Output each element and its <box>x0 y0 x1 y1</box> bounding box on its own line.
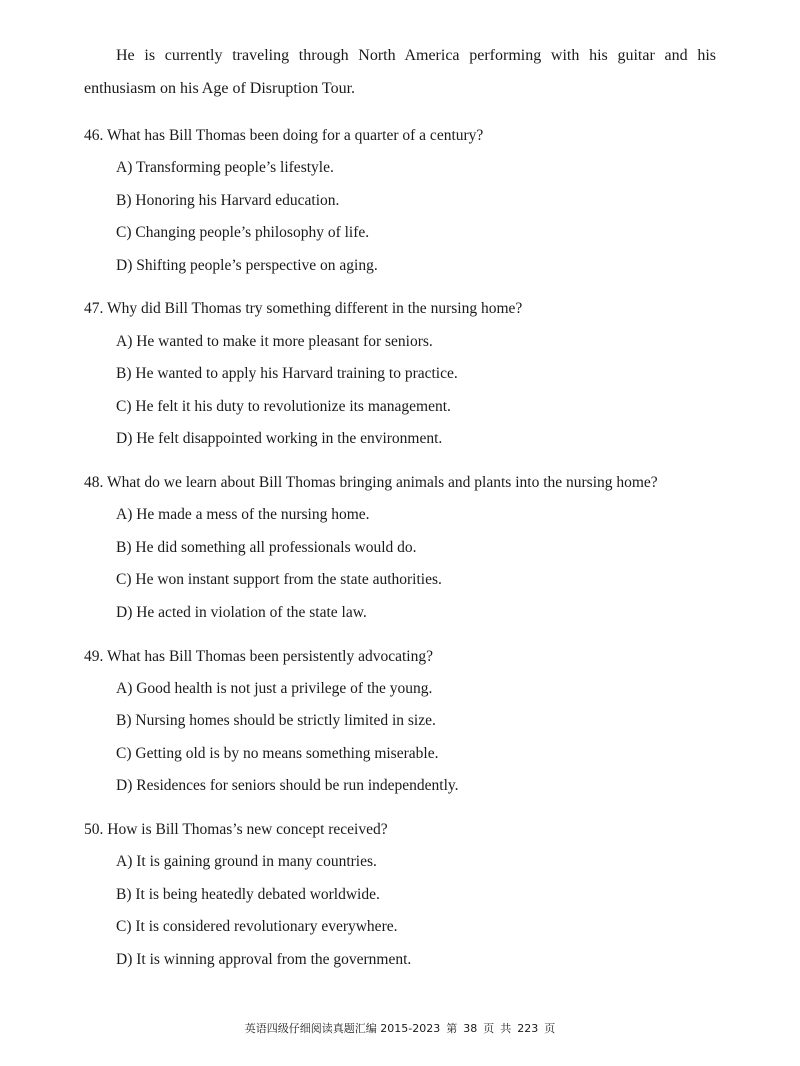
footer-book-title: 英语四级仔细阅读真题汇编 2015-2023 <box>244 1022 441 1035</box>
question-49-option-d: D) Residences for seniors should be run independently. <box>116 777 459 794</box>
question-47-option-d: D) He felt disappointed working in the environment. <box>116 430 443 447</box>
question-50-option-a: A) It is gaining ground in many countries. <box>116 853 377 870</box>
question-48-option-a: A) He made a mess of the nursing home. <box>116 506 370 523</box>
question-47-option-a: A) He wanted to make it more pleasant for seniors. <box>116 333 433 350</box>
intro-paragraph: He is currently traveling through North America performing with his guitar and his enthusiasm on his Age of Disruption Tour. <box>84 47 716 97</box>
question-47-option-c: C) He felt it his duty to revolutionize its management. <box>116 398 451 415</box>
question-48-option-b: B) He did something all professionals would do. <box>116 539 417 556</box>
question-46-option-b: B) Honoring his Harvard education. <box>116 192 340 209</box>
footer-page-unit: 页 <box>483 1022 495 1035</box>
question-49-option-c: C) Getting old is by no means something miserable. <box>116 745 439 762</box>
footer-total-pages: 223 <box>517 1022 539 1035</box>
question-50-stem: 50. How is Bill Thomas’s new concept received? <box>84 821 388 838</box>
question-47-stem: 47. Why did Bill Thomas try something different in the nursing home? <box>84 300 523 317</box>
question-48-option-d: D) He acted in violation of the state law. <box>116 604 367 621</box>
question-50-option-c: C) It is considered revolutionary everywhere. <box>116 918 398 935</box>
question-46-stem: 46. What has Bill Thomas been doing for a quarter of a century? <box>84 127 484 144</box>
footer-total-unit: 页 <box>544 1022 556 1035</box>
page-footer <box>0 1022 800 1036</box>
question-49-stem: 49. What has Bill Thomas been persistently advocating? <box>84 648 433 665</box>
question-47-option-b: B) He wanted to apply his Harvard training to practice. <box>116 365 458 382</box>
footer-total-word: 共 <box>500 1022 512 1035</box>
question-50-option-d: D) It is winning approval from the government. <box>116 951 412 968</box>
question-46-option-d: D) Shifting people’s perspective on aging. <box>116 257 378 274</box>
question-49-option-b: B) Nursing homes should be strictly limited in size. <box>116 712 436 729</box>
footer-page-number: 38 <box>463 1022 478 1035</box>
question-46-option-c: C) Changing people’s philosophy of life. <box>116 224 370 241</box>
footer-page-word: 第 <box>446 1022 458 1035</box>
question-48-option-c: C) He won instant support from the state authorities. <box>116 571 442 588</box>
question-46-option-a: A) Transforming people’s lifestyle. <box>116 159 334 176</box>
question-49-option-a: A) Good health is not just a privilege of the young. <box>116 680 433 697</box>
question-50-option-b: B) It is being heatedly debated worldwide. <box>116 886 380 903</box>
question-48-stem: 48. What do we learn about Bill Thomas bringing animals and plants into the nursing home? <box>84 474 658 491</box>
